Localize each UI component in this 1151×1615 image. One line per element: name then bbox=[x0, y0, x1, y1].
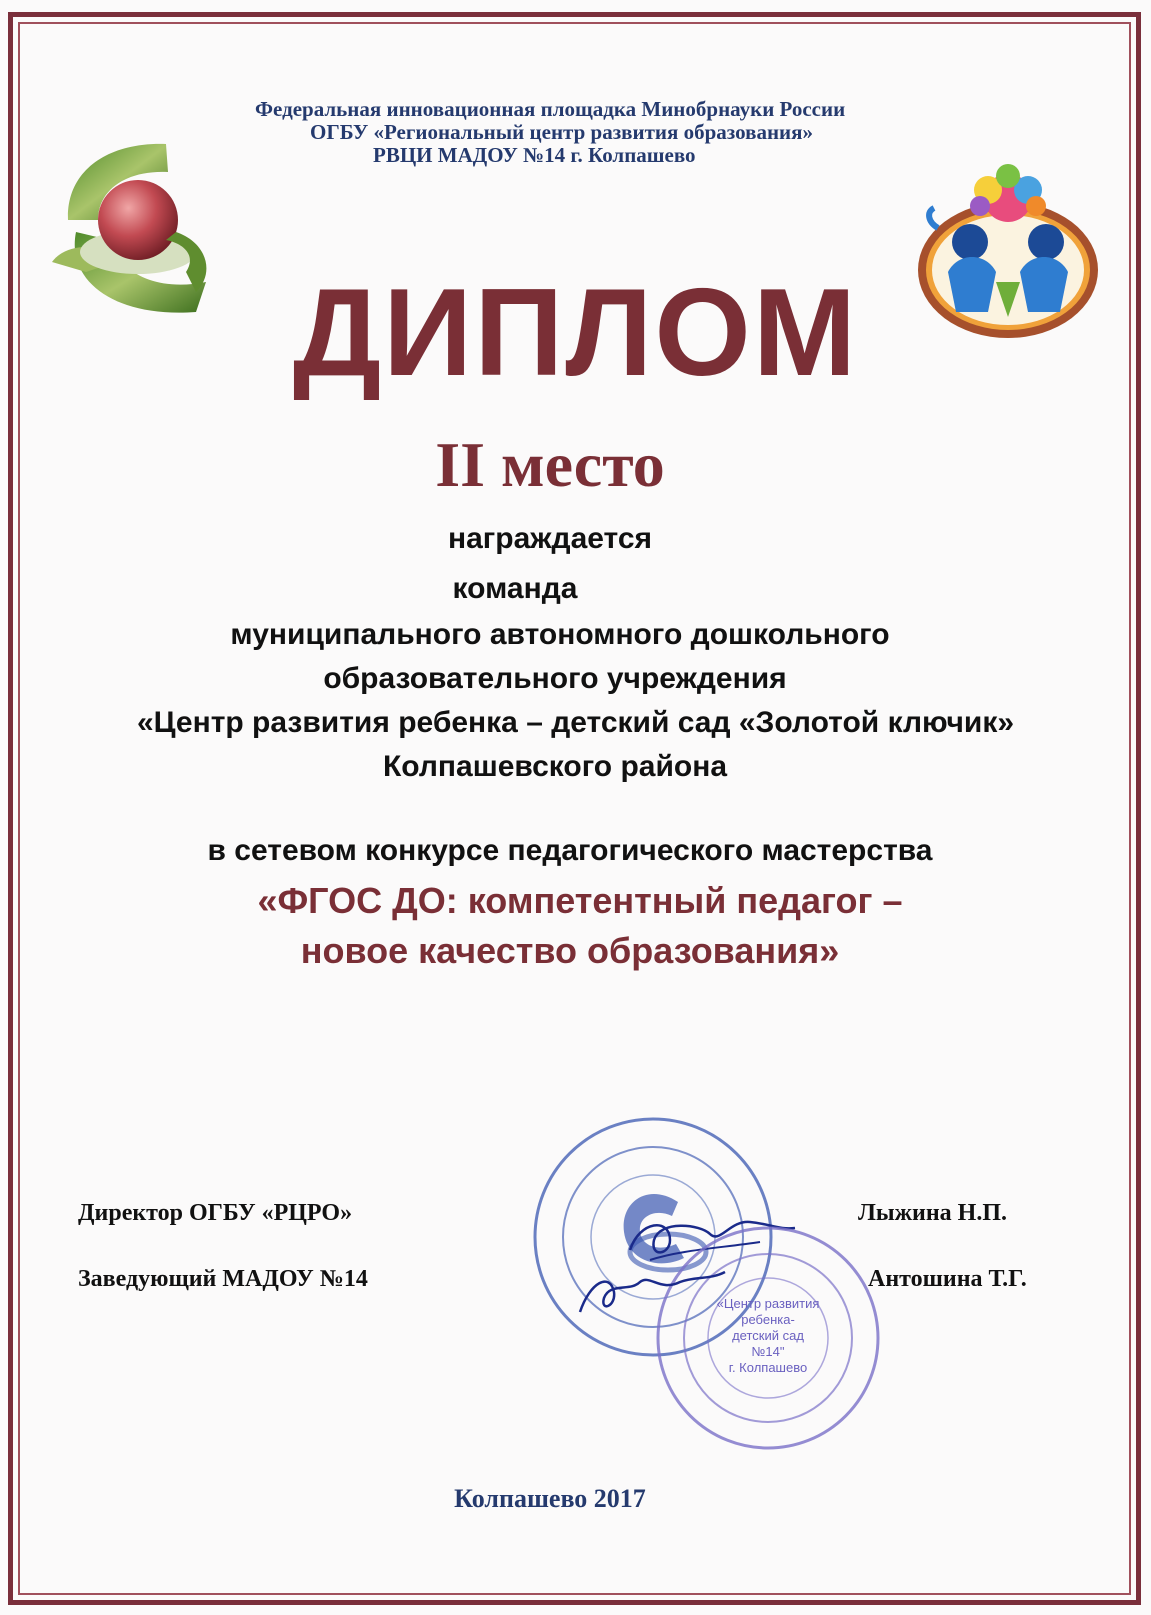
signature-head bbox=[570, 1252, 730, 1332]
signature-name-2: Антошина Т.Г. bbox=[868, 1266, 1027, 1292]
contest-name-line-1: «ФГОС ДО: компетентный педагог – bbox=[257, 880, 903, 921]
header-line-2: ОГБУ «Региональный центр развития образования» bbox=[310, 120, 814, 144]
award-line-3: муниципального автономного дошкольного bbox=[230, 618, 890, 651]
award-line-2: команда bbox=[452, 572, 578, 605]
signature-role-2: Заведующий МАДОУ №14 bbox=[78, 1266, 368, 1292]
contest-intro: в сетевом конкурсе педагогического мастерства bbox=[207, 834, 933, 867]
award-line-1: награждается bbox=[447, 522, 653, 555]
place-award: II место bbox=[435, 429, 665, 500]
header-line-1: Федеральная инновационная площадка Минобрнауки России bbox=[255, 97, 846, 121]
stamp-line: детский сад bbox=[732, 1328, 804, 1343]
contest-name-line-2: новое качество образования» bbox=[300, 930, 840, 971]
diploma-title: ДИПЛОМ bbox=[292, 264, 859, 402]
award-line-4: образовательного учреждения bbox=[323, 662, 787, 695]
award-line-5: «Центр развития ребенка – детский сад «Золотой ключик» bbox=[136, 706, 1015, 739]
stamp-line: №14" bbox=[751, 1344, 785, 1359]
stamp-line: ребенка- bbox=[741, 1312, 795, 1327]
stamp-line: г. Колпашево bbox=[728, 1360, 808, 1375]
signature-name-1: Лыжина Н.П. bbox=[858, 1200, 1008, 1226]
header-line-3: РВЦИ МАДОУ №14 г. Колпашево bbox=[373, 143, 696, 167]
award-line-6: Колпашевского района bbox=[382, 750, 728, 783]
footer-city-year: Колпашево 2017 bbox=[454, 1484, 646, 1513]
signature-role-1: Директор ОГБУ «РЦРО» bbox=[78, 1200, 353, 1226]
stamp-line: «Центр развития bbox=[716, 1296, 820, 1311]
